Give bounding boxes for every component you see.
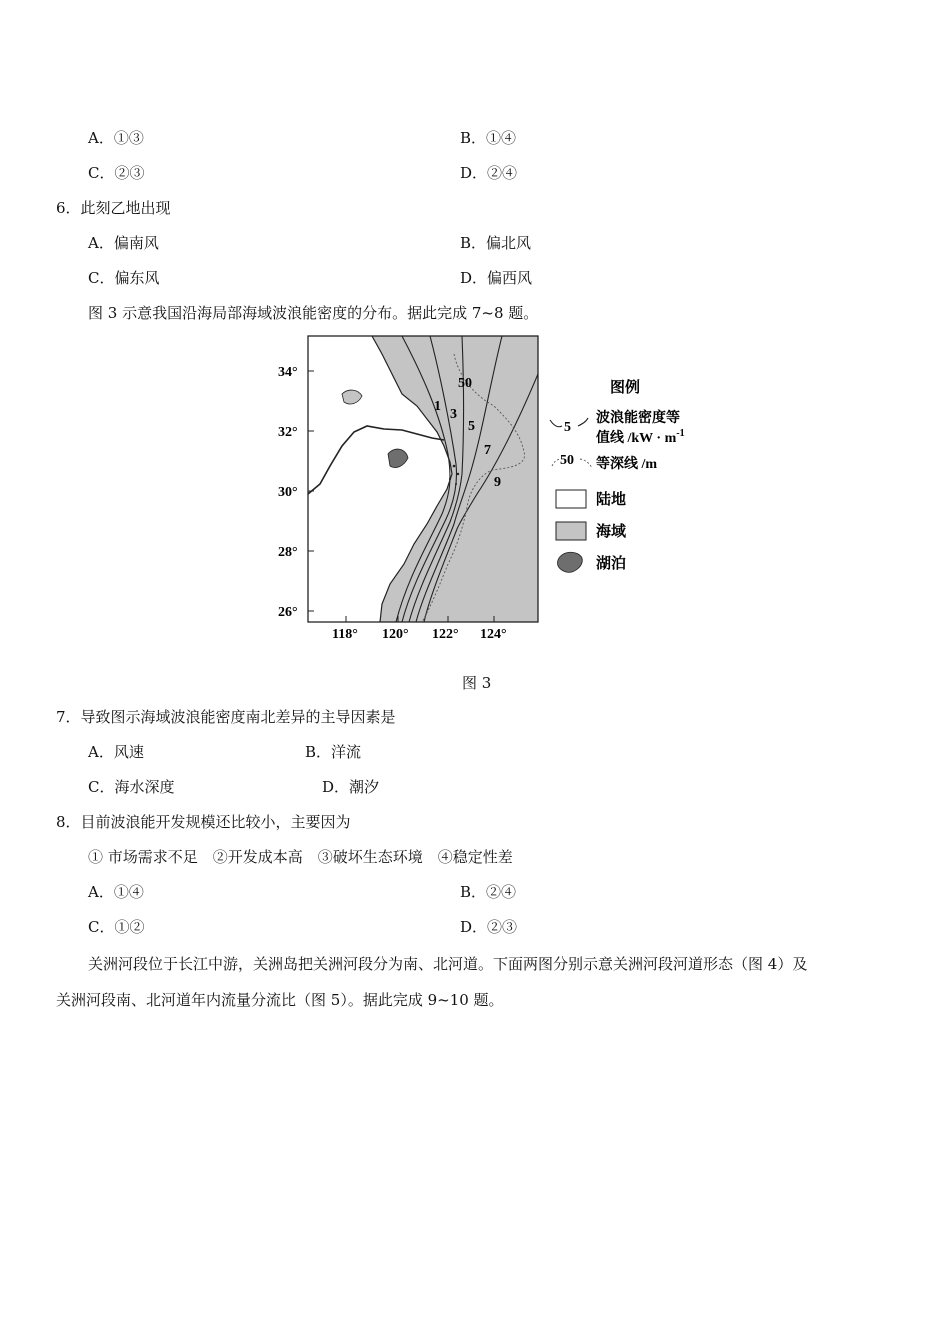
q7-stem: 7．导致图示海域波浪能密度南北差异的主导因素是 <box>56 708 396 726</box>
legend-sea-label: 海域 <box>596 524 627 540</box>
intro-9-10-line-1: 关洲河段位于长江中游，关洲岛把关洲河段分为南、北河道。下面两图分别示意关洲河段河道形态（图 4）及 <box>88 955 808 973</box>
contour-label-9: 9 <box>494 475 501 490</box>
q8-option-b: B．②④ <box>460 883 517 901</box>
q5-option-b: B．①④ <box>460 129 517 147</box>
svg-text:值线 /kW · m-1 <box>596 428 685 446</box>
contour-label-3: 3 <box>450 407 457 422</box>
q8-items: ① 市场需求不足 ②开发成本高 ③破坏生态环境 ④稳定性差 <box>88 848 513 866</box>
contour-label-1: 1 <box>434 399 441 414</box>
contour-label-5: 5 <box>468 419 475 434</box>
q6-stem: 6．此刻乙地出现 <box>56 199 171 217</box>
q5-option-d: D．②④ <box>460 164 518 182</box>
intro-9-10-line-2: 关洲河段南、北河道年内流量分流比（图 5）。据此完成 9~10 题。 <box>56 991 504 1009</box>
q8-option-c: C．①② <box>88 918 145 936</box>
legend-title: 图例 <box>610 380 641 396</box>
lon-label-122: 122° <box>432 627 459 642</box>
q6-option-d: D．偏西风 <box>460 269 533 287</box>
q8-stem: 8．目前波浪能开发规模还比较小，主要因为 <box>56 813 351 831</box>
q6-option-b: B．偏北风 <box>460 234 532 252</box>
lat-label-32: 32° <box>278 425 298 440</box>
q6-option-c: C．偏东风 <box>88 269 160 287</box>
legend-depth-text: 等深线 /m <box>596 457 658 472</box>
q8-option-a: A．①④ <box>88 883 144 901</box>
q6-option-a: A．偏南风 <box>88 234 159 252</box>
q7-option-b: B．洋流 <box>305 743 362 761</box>
q7-option-a: A．风速 <box>88 743 144 761</box>
q8-option-d: D．②③ <box>460 918 518 936</box>
legend-contour-value: 5 <box>564 420 571 435</box>
lat-label-30: 30° <box>278 485 298 500</box>
lake-taihu <box>388 449 408 468</box>
q7-option-c: C．海水深度 <box>88 778 175 796</box>
lon-label-118: 118° <box>332 627 358 642</box>
legend-contour-text-1: 波浪能密度等 <box>596 411 680 426</box>
legend-depth-value: 50 <box>560 453 574 468</box>
legend-lake-label: 湖泊 <box>596 556 627 572</box>
lon-label-124: 124° <box>480 627 507 642</box>
legend-land-label: 陆地 <box>596 492 627 508</box>
legend-land-swatch <box>556 490 586 508</box>
legend-sea-swatch <box>556 522 586 540</box>
lon-label-120: 120° <box>382 627 409 642</box>
isobath-label-50: 50 <box>458 376 472 391</box>
q5-option-c: C．②③ <box>88 164 145 182</box>
figure-3-caption: 图 3 <box>462 674 492 692</box>
intro-7-8: 图 3 示意我国沿海局部海域波浪能密度的分布。据此完成 7~8 题。 <box>88 304 539 322</box>
legend-contour-text-2: 值线 /kW · m <box>596 431 677 446</box>
legend-unit-sup: -1 <box>676 428 685 439</box>
q7-option-d: D．潮汐 <box>322 778 380 796</box>
q5-option-a: A．①③ <box>88 129 144 147</box>
lat-label-26: 26° <box>278 605 298 620</box>
figure-3-map <box>272 334 712 642</box>
sea-area <box>372 336 538 622</box>
yangtze-river <box>308 426 444 494</box>
inland-lake-outline <box>342 390 362 404</box>
lat-label-34: 34° <box>278 365 298 380</box>
contour-label-7: 7 <box>484 443 491 458</box>
lat-label-28: 28° <box>278 545 298 560</box>
legend-lake-swatch <box>557 552 582 572</box>
